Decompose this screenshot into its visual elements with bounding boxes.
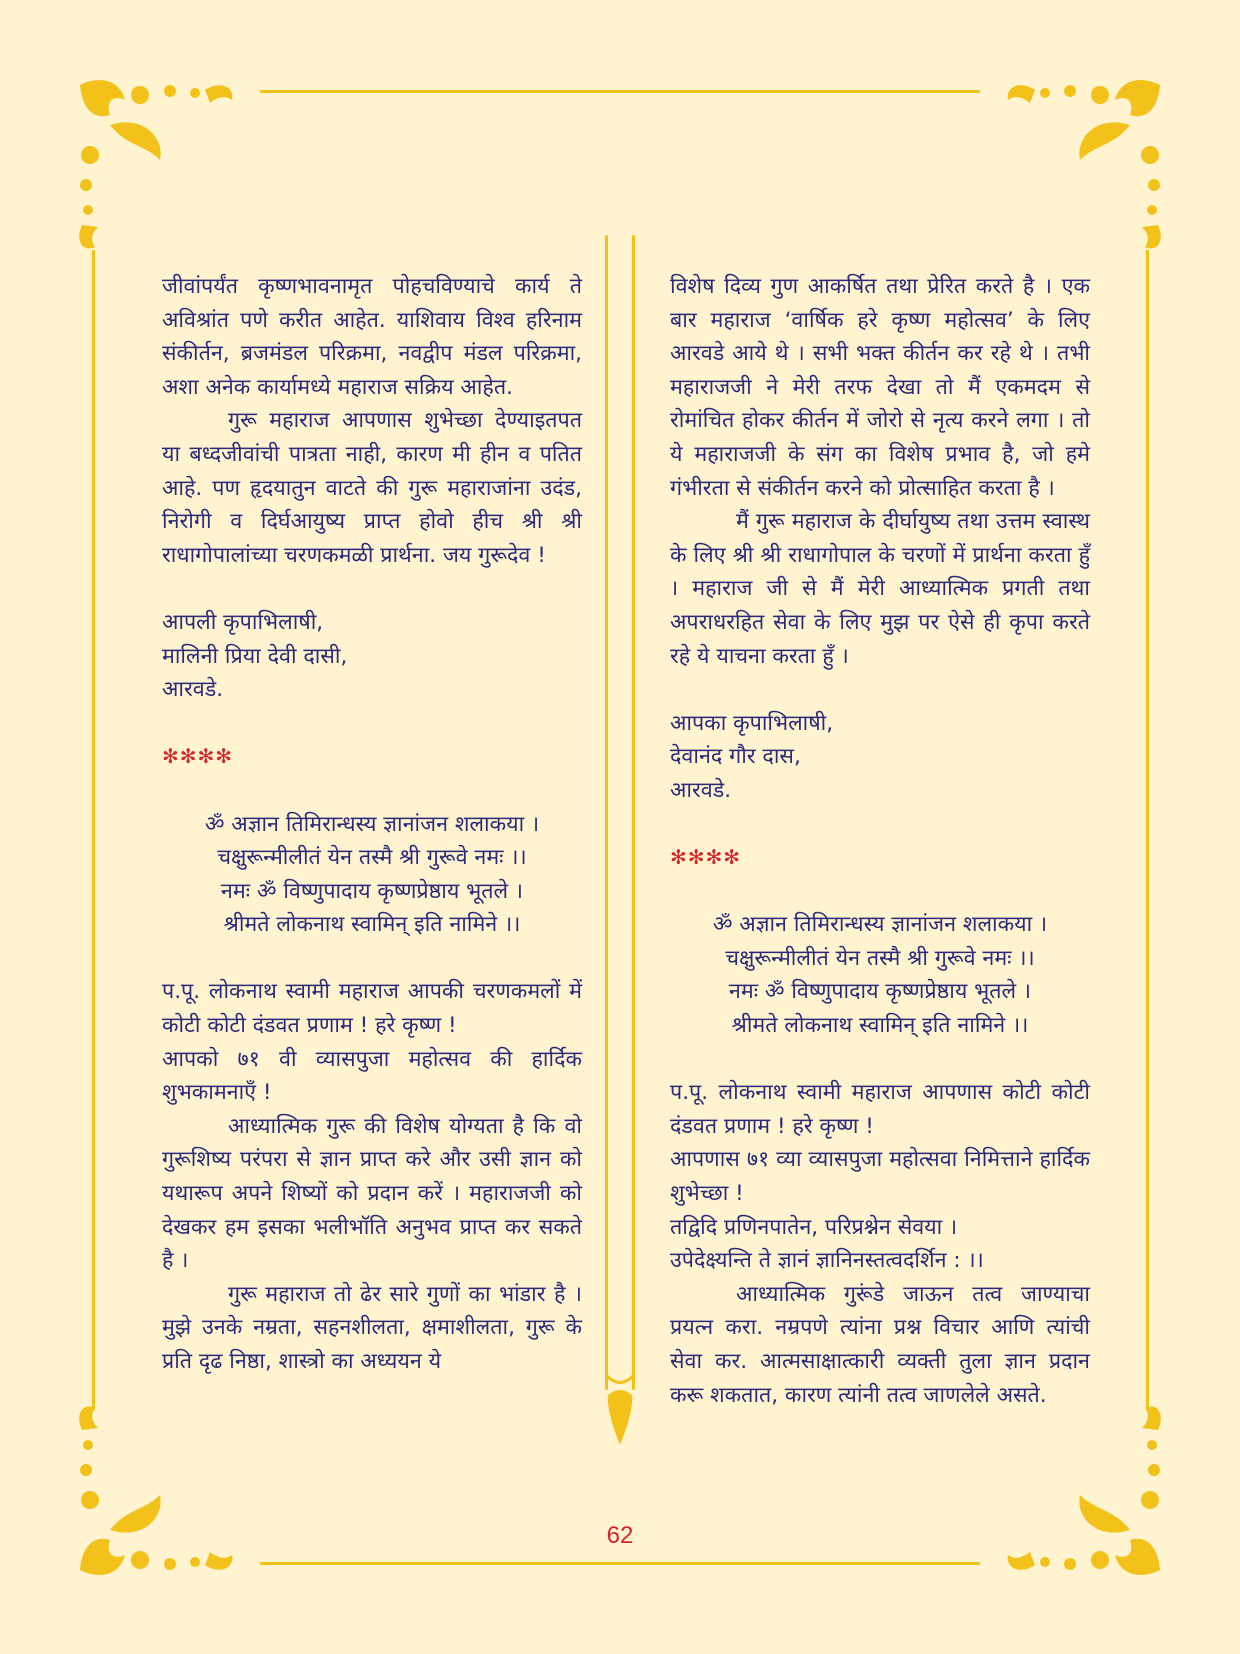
- frame-right-line: [1146, 250, 1149, 1410]
- center-divider-right-rail: [632, 235, 635, 1390]
- corner-ornament-bottom-left: [70, 1390, 260, 1580]
- center-divider-left-rail: [605, 235, 608, 1390]
- corner-ornament-top-left: [70, 75, 260, 265]
- left-paragraph-3: प.पू. लोकनाथ स्वामी महाराज आपकी चरणकमलों में कोटी कोटी दंडवत प्रणाम ! हरे कृष्ण !: [162, 979, 582, 1039]
- corner-ornament-top-right: [980, 75, 1170, 265]
- left-paragraph-1: जीवांपर्यंत कृष्णभावनामृत पोहचविण्याचे कार्य ते अविश्रांत पणे करीत आहेत. याशिवाय विश्व हरिनाम संकीर्तन, ब्रजमंडल परिक्रमा, नवद्वीप मंडल परिक्रमा, अशा अनेक कार्यामध्ये महाराज सक्रिय आहेत.: [162, 274, 582, 400]
- left-signature-line-2: मालिनी प्रिया देवी दासी,: [162, 643, 348, 669]
- left-verse-line-1: ॐ अज्ञान तिमिरान्धस्य ज्ञानांजन शलाकया ।: [204, 811, 540, 837]
- left-stars-separator: ✻✻✻✻: [162, 744, 234, 769]
- right-sloka-line-2: उपेदेक्ष्यन्ति ते ज्ञानं ज्ञानिनस्तत्वदर्शिन : ।।: [670, 1248, 984, 1274]
- left-verse-line-4: श्रीमते लोकनाथ स्वामिन् इति नामिने ।।: [223, 912, 521, 938]
- left-verse-line-3: नमः ॐ विष्णुपादाय कृष्णप्रेष्ठाय भूतले ।: [220, 878, 524, 904]
- right-verse-line-1: ॐ अज्ञान तिमिरान्धस्य ज्ञानांजन शलाकया ।: [712, 912, 1048, 938]
- frame-left-line: [92, 250, 95, 1410]
- page-number: 62: [606, 1522, 634, 1549]
- right-paragraph-2: मैं गुरू महाराज के दीर्घायुष्य तथा उत्तम स्वास्थ के लिए श्री श्री राधागोपाल के चरणों में प्रार्थना करता हुँ । महाराज जी से मैं मेरी आध्यात्मिक प्रगती तथा अपराधरहित सेवा के लिए मुझ पर ऐसे ही कृपा करते रहे ये याचना करता हुँ ।: [670, 509, 1090, 669]
- left-paragraph-2: गुरू महाराज आपणास शुभेच्छा देण्याइतपत या बध्दजीवांची पात्रता नाही, कारण मी हीन व पतित आहे. पण हृदयातुन वाटते की गुरू महाराजांना उदंड, निरोगी व दिर्घआयुष्य प्राप्त होवो हीच श्री श्री राधागोपालांच्या चरणकमळी प्रार्थना. जय गुरूदेव !: [162, 408, 582, 568]
- right-signature-line-3: आरवडे.: [670, 777, 732, 803]
- left-paragraph-6: गुरू महाराज तो ढेर सारे गुणों का भांडार है । मुझे उनके नम्रता, सहनशीलता, क्षमाशीलता, गुरू के प्रति दृढ निष्ठा, शास्त्रो का अध्ययन ये: [162, 1281, 582, 1374]
- right-verse-line-4: श्रीमते लोकनाथ स्वामिन् इति नामिने ।।: [731, 1013, 1029, 1039]
- right-signature-line-2: देवानंद गौर दास,: [670, 744, 801, 770]
- left-paragraph-5: आध्यात्मिक गुरू की विशेष योग्यता है कि वो गुरूशिष्य परंपरा से ज्ञान प्राप्त करे और उसी ज्ञान को यथारूप अपने शिष्यों को प्रदान करें । महाराजजी को देखकर हम इसका भलीभॉति अनुभव प्राप्त कर सकते है ।: [162, 1113, 582, 1274]
- frame-bottom-line: [260, 1562, 980, 1565]
- right-paragraph-4: आपणास ७१ व्या व्यासपुजा महोत्सवा निमित्ताने हार्दिक शुभेच्छा !: [670, 1147, 1090, 1207]
- right-paragraph-5: आध्यात्मिक गुरूंडे जाऊन तत्व जाण्याचा प्रयत्न करा. नम्रपणे त्यांना प्रश्न विचार आणि त्यांची सेवा कर. आत्मसाक्षात्कारी व्यक्ती तुला ज्ञान प्रदान करू शकतात, कारण त्यांनी तत्व जाणलेले असते.: [670, 1281, 1090, 1408]
- right-stars-separator: ✻✻✻✻: [670, 845, 742, 870]
- corner-ornament-bottom-right: [980, 1390, 1170, 1580]
- left-signature-line-1: आपली कृपाभिलाषी,: [162, 609, 324, 635]
- right-signature-line-1: आपका कृपाभिलाषी,: [670, 710, 834, 736]
- left-verse-line-2: चक्षुरून्मीलीतं येन तस्मै श्री गुरूवे नमः ।।: [217, 845, 527, 871]
- center-divider-drop-icon: [600, 1370, 640, 1450]
- right-sloka-line-1: तद्विदि प्रणिनपातेन, परिप्रश्नेन सेवया ।: [670, 1214, 958, 1240]
- left-paragraph-4: आपको ७१ वी व्यासपुजा महोत्सव की हार्दिक शुभकामनाएँ !: [162, 1046, 582, 1106]
- right-verse-line-2: चक्षुरून्मीलीतं येन तस्मै श्री गुरूवे नमः ।।: [725, 945, 1035, 971]
- right-column: [670, 270, 1090, 1412]
- right-paragraph-1: विशेष दिव्य गुण आकर्षित तथा प्रेरित करते है । एक बार महाराज ‘वार्षिक हरे कृष्ण महोत्सव’ के लिए आरवडे आये थे । सभी भक्त कीर्तन कर रहे थे । तभी महाराजजी ने मेरी तरफ देखा तो मैं एकमदम से रोमांचित होकर कीर्तन में जोरो से नृत्य करने लगा । तो ये महाराजजी के संग का विशेष प्रभाव है, जो हमे गंभीरता से संकीर्तन करने को प्रोत्साहित करता है ।: [670, 274, 1090, 501]
- left-signature-line-3: आरवडे.: [162, 677, 224, 703]
- frame-top-line: [260, 90, 980, 93]
- left-column: [162, 270, 582, 1379]
- right-verse-line-3: नमः ॐ विष्णुपादाय कृष्णप्रेष्ठाय भूतले ।: [728, 979, 1032, 1005]
- right-paragraph-3: प.पू. लोकनाथ स्वामी महाराज आपणास कोटी कोटी दंडवत प्रणाम ! हरे कृष्ण !: [670, 1080, 1090, 1139]
